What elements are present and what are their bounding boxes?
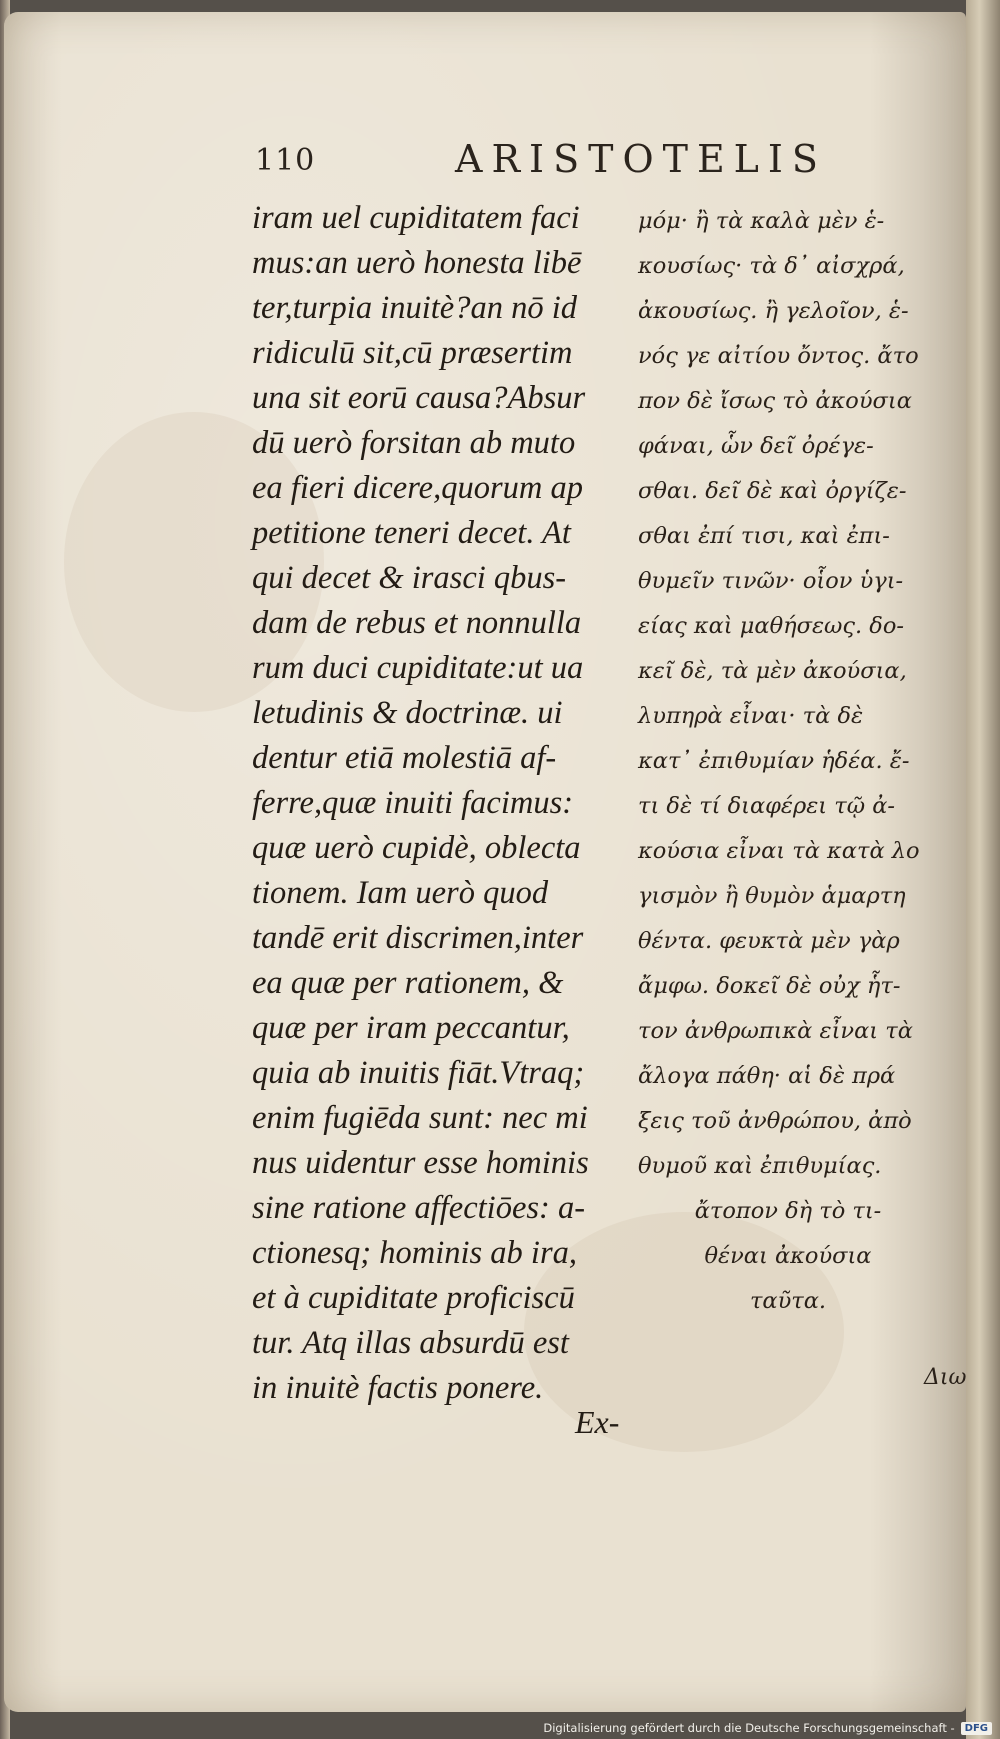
greek-line: κούσια εἶναι τὰ κατὰ λο (638, 838, 920, 864)
greek-line: μόμ· ἢ τὰ καλὰ μὲν ἑ- (638, 208, 885, 234)
latin-line: ridiculū sit,cū præsertim (252, 335, 573, 371)
latin-line: tur. Atq illas absurdū est (252, 1325, 569, 1361)
greek-centered-line: θέναι ἀκούσια (704, 1243, 872, 1269)
latin-catchword: Ex- (575, 1404, 620, 1440)
greek-line: κατ᾽ ἐπιθυμίαν ἡδέα. ἔ- (638, 748, 910, 774)
latin-line: iram uel cupiditatem faci (252, 200, 580, 236)
latin-line: dentur etiā molestiā af- (252, 740, 557, 776)
dfg-logo: DFG (961, 1722, 992, 1735)
greek-line: ἄλογα πάθη· αἱ δὲ πρά (638, 1063, 896, 1089)
latin-line: quæ per iram peccantur, (252, 1010, 570, 1046)
greek-line: κουσίως· τὰ δ᾽ αἰσχρά, (638, 253, 905, 279)
greek-line: γισμὸν ἢ θυμὸν ἁμαρτη (638, 883, 906, 909)
greek-line: σθαι ἐπί τισι, καὶ ἐπι- (638, 523, 890, 549)
latin-line: ter,turpia inuitè?an nō id (252, 290, 577, 326)
latin-line: dam de rebus et nonnulla (252, 605, 582, 641)
greek-line: κεῖ δὲ, τὰ μὲν ἀκούσια, (638, 658, 907, 684)
latin-line: dū uerò forsitan ab muto (252, 425, 576, 461)
latin-line: et à cupiditate proficiscū (252, 1280, 575, 1316)
greek-line: νός γε αἰτίου ὄντος. ἄτο (638, 343, 919, 369)
latin-line: ea quæ per rationem, & (252, 965, 564, 1001)
latin-text-column (252, 196, 637, 1411)
latin-line: enim fugiēda sunt: nec mi (252, 1100, 588, 1136)
greek-line: τι δὲ τί διαφέρει τῷ ἀ- (638, 793, 896, 819)
greek-line: ξεις τοῦ ἀνθρώπου, ἀπὸ (638, 1108, 912, 1134)
latin-line: petitione teneri decet. At (252, 515, 571, 551)
latin-line: rum duci cupiditate:ut ua (252, 650, 584, 686)
greek-line: σθαι. δεῖ δὲ καὶ ὀργίζε- (638, 478, 907, 504)
latin-line: letudinis & doctrinæ. ui (252, 695, 563, 731)
greek-line: πον δὲ ἴσως τὸ ἀκούσια (638, 388, 912, 414)
credit-text: Digitalisierung gefördert durch die Deutsche Forschungsgemeinschaft - (543, 1721, 955, 1735)
greek-centered-line: ταῦτα. (749, 1288, 827, 1314)
greek-centered-line: ἄτοπον δὴ τὸ τι- (694, 1198, 882, 1224)
running-title: ARISTOTELIS (455, 137, 827, 181)
greek-catchword: Διω (924, 1365, 967, 1390)
greek-line: φάναι, ὧν δεῖ ὀρέγε- (638, 433, 874, 459)
latin-line: nus uidentur esse hominis (252, 1145, 589, 1181)
folio-number: 110 (255, 143, 316, 178)
latin-line: ferre,quæ inuiti facimus: (252, 785, 574, 821)
latin-line: ctionesq; hominis ab ira, (252, 1235, 577, 1271)
greek-line: λυπηρὰ εἶναι· τὰ δὲ (638, 703, 864, 729)
greek-line: είας καὶ μαθήσεως. δο- (638, 613, 904, 639)
latin-line: tandē erit discrimen,inter (252, 920, 584, 956)
latin-line: una sit eorū causa?Absur (252, 380, 586, 416)
latin-line: sine ratione affectiōes: a- (252, 1190, 586, 1226)
greek-line: τον ἀνθρωπικὰ εἶναι τὰ (638, 1018, 913, 1044)
greek-line: ἀκουσίως. ἢ γελοῖον, ἑ- (638, 298, 909, 324)
latin-line: ea fieri dicere,quorum ap (252, 470, 583, 506)
digitization-credit (543, 1721, 992, 1735)
greek-line: ἄμφω. δοκεῖ δὲ οὐχ ἧτ- (638, 973, 901, 999)
greek-text-column (638, 199, 958, 1324)
latin-line: in inuitè factis ponere. (252, 1370, 544, 1406)
greek-line: θυμεῖν τινῶν· οἷον ὑγι- (638, 568, 904, 594)
greek-line: θέντα. φευκτὰ μὲν γὰρ (638, 928, 900, 954)
latin-line: quia ab inuitis fiāt.Vtraq; (252, 1055, 585, 1091)
page-stack-edge (966, 0, 1000, 1739)
greek-line: θυμοῦ καὶ ἐπιθυμίας. (638, 1153, 882, 1179)
latin-line: tionem. Iam uerò quod (252, 875, 549, 911)
latin-line: mus:an uerò honesta libē (252, 245, 582, 281)
latin-line: quæ uerò cupidè, oblecta (252, 830, 581, 866)
latin-line: qui decet & irasci qbus- (252, 560, 567, 596)
